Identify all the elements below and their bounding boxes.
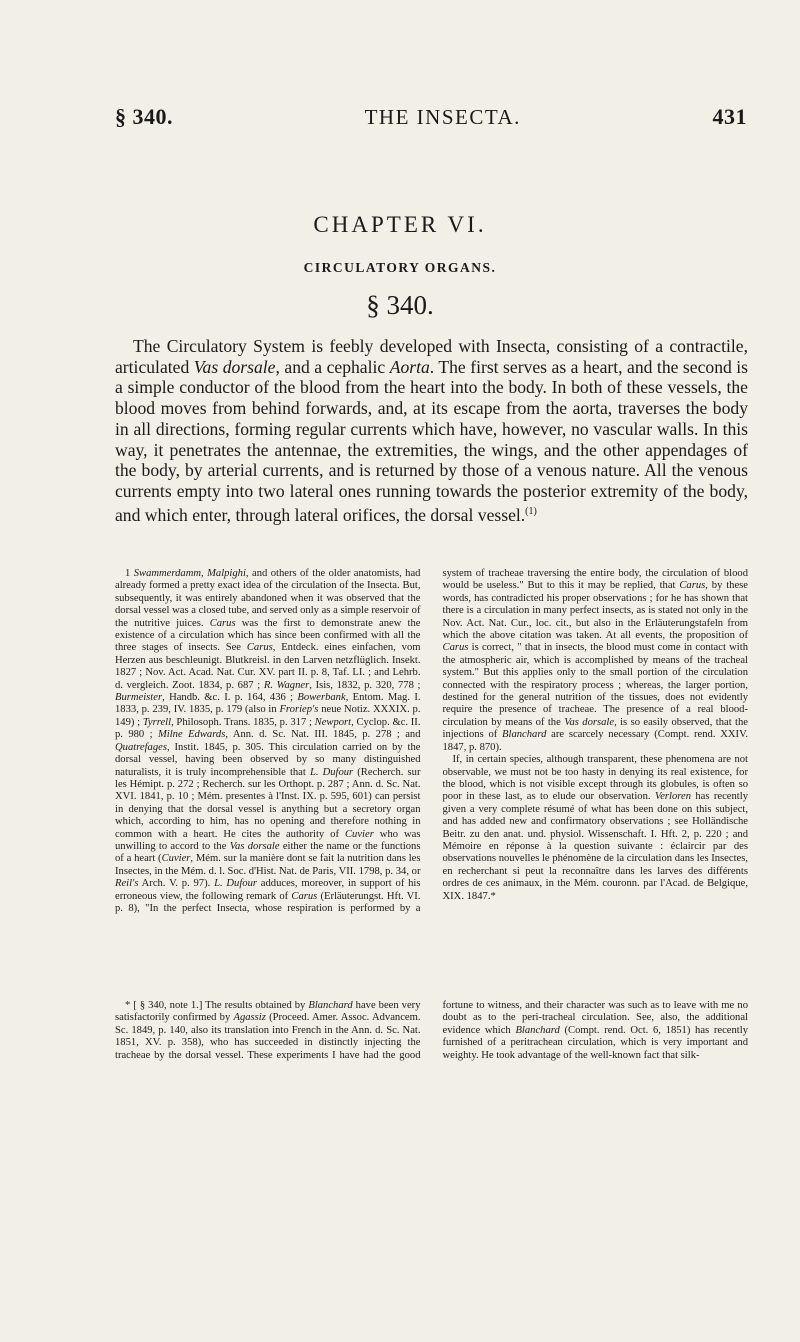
body-paragraph-run: (1): [525, 505, 537, 517]
footnote-1-run: is correct, " that in insects, the blood must come in contact with the atmospheric air, which is accomplished by means of the tracheal system." But this applies only to the small portion of the circulation connected with the respiratory process ; whereas, the larger portion, destined for the general nutrition of the tissues, does not evidently require the presence of tracheae. The presence of a real blood-circulation by means of the: [442, 642, 748, 728]
chapter-subtitle: CIRCULATORY ORGANS.: [303, 260, 497, 275]
footnote-1-run: , Instit. 1845, p. 305. This circulation carried on by the dorsal vessel, having been observed by so many distinguished naturalists, it is truly incomprehensible that: [115, 741, 421, 778]
footnote-1-run: , by these words, has contradicted his proper observations ; for he has shown that there is a circulation in many perfect insects, as is stated not only in the Nov. Act. Nat. Cur., loc. cit., but also in the Erläuterungstafeln from which the above citation was taken. At all events, the proposition of: [442, 580, 748, 642]
footnote-star-run: (Proceed. Amer. Assoc. Advancem. Sc. 1849, p. 140, also its translation into French in the Ann. d. Sc. Nat. 1851, XV. p. 358), who has succeeded in distinctly injecting the tracheae by the dorsal vessel. These experiments I have had the good fortune to witness, and their character was such as to leave with me no doubt as to the peri-tracheal circulation. See, also, the additional evidence which: [115, 1000, 748, 1061]
footnote-1-run: , Entdeck. eines einfachen, vom Herzen aus beschleunigt. Blutkreisl. in den Larven netzflüglich. Insekt. 1827 ; Nov. Act. Acad. Nat. Cur. XV. part II. p. 8, Taf. LI. ; and Lehrb. d. vergleich. Zoot. 1834, p. 687 ;: [115, 642, 421, 691]
footnote-1-run: Carus: [246, 642, 273, 654]
footnote-1-run: neue Notiz. XXXIX. p. 149) ;: [115, 704, 421, 728]
footnote-1-run: Swammerdamm, Malpighi: [133, 568, 246, 579]
footnote-1-run: Quatrefages: [115, 741, 167, 753]
footnote-1-run: Bowerbank: [297, 692, 346, 704]
footnote-1-run: L. Dufour: [214, 878, 258, 890]
body-paragraph-run: The Circulatory System is feebly developed with Insecta, consisting of a contractile, articulated: [115, 336, 748, 377]
body-paragraph-run: Aorta: [389, 356, 430, 377]
footnote-1-run: Arch. V. p. 97).: [138, 878, 215, 890]
footnote-1-run: Tyrrell: [142, 716, 172, 728]
footnote-star-run: Blanchard: [308, 1000, 353, 1011]
footnote-1-run: , Handb. &c. I. p. 164, 436 ;: [162, 692, 298, 704]
section-heading: § 340.: [366, 290, 434, 320]
footnote-1-run: , Isis, 1832, p. 320, 778 ;: [309, 679, 421, 691]
footnote-1-run: Carus: [291, 890, 318, 902]
footnote-1-run: Carus: [679, 580, 706, 592]
body-paragraph-run: . The first serves as a heart, and the second is a simple conductor of the blood from the heart into the body. In both of these vessels, the blood moves from behind forwards, and, at its escape from the aorta, traverses the body in all directions, forming regular currents which have, however, no vascular walls. In this way, it penetrates the antennae, the extremities, the wings, and the other appendages of the body, by arterial currents, and is returned by those of a venous nature. All the venous currents empty into two lateral ones running towards the posterior extremity of the body, and which enter, through lateral orifices, the dorsal vessel.: [115, 356, 749, 525]
footnote-1-run: Vas dorsale: [564, 716, 615, 728]
footnote-1-run: who was unwilling to accord to the: [115, 828, 421, 852]
footnote-1-run: adduces, moreover, in support of his erroneous view, the following remark of: [115, 878, 421, 902]
running-header: [115, 104, 747, 130]
footnote-1-run: was the first to demonstrate anew the existence of a circulation which has since been confirmed with all the three stages of insects. See: [115, 617, 421, 654]
footnote-star-run: Agassiz: [233, 1012, 266, 1024]
footnote-1-run: , Philosoph. Trans. 1835, p. 317 ;: [171, 716, 315, 728]
editor-footnote-block: [115, 1000, 748, 1062]
chapter-title: CHAPTER VI.: [313, 212, 487, 237]
footnote-star-run: * [ § 340, note 1.] The results obtained by: [125, 1000, 309, 1011]
footnote-1-run: (Recherch. sur les Hémipt. p. 272 ; Recherch. sur les Orthopt. p. 287 ; Ann. d. Sc. Nat. XVI. 1841, p. 10 ; Mém. presentes à l'Inst. IX. p. 595, 601) can persist in denying that the dorsal vessel is anything but a secretory organ which, according to him, has no opening and therefore nothing in common with a heart. He cites the authority of: [115, 766, 421, 840]
footnote-star-run: have been very satisfactorily confirmed by: [115, 1000, 421, 1024]
footnote-1-run: either the name or the functions of a heart (: [115, 840, 421, 865]
footnote-1-run: 1: [125, 568, 134, 579]
footnote-1-run: Carus: [209, 617, 236, 629]
footnote-1-run: , Entom. Mag. I. 1833, p. 239, IV. 1835, p. 179 (also in: [115, 692, 421, 716]
footnote-1-run: Cuvier: [344, 828, 374, 840]
body-paragraph-run: Vas dorsale: [193, 356, 276, 377]
footnote-1-run: Vas dorsale: [229, 840, 280, 852]
footnote-star-run: (Compt. rend. Oct. 6, 1851) has recently furnished of a peritrachean circulation, which is very important and weighty. He took advantage of the well-known fact that silk-: [442, 1024, 748, 1061]
footnote-1-run: (Erläuterungst. Hft. VI. p. 8), "In the perfect Insecta, whose respiration is performed by a system of tracheae traversing the entire body, the circulation of blood would be useless." But to this it may be replied, that: [115, 568, 748, 914]
footnotes-block: [115, 568, 748, 915]
footnote-1-run: , Mém. sur la manière dont se fait la nutrition dans les Insectes, in the Mém. d. l. Soc. d'Hist. Nat. de Paris, VII. 1798, p. 34, or: [115, 853, 421, 877]
footnote-1-run: Burmeister: [115, 692, 163, 704]
footnote-1-cont-run: has recently given a very complete résumé of what has been done on this subject, and has added new and confirmatory observations ; see Holländische Beitr. zu den anat. und. physiol. Wissenschaft. I. Hft. 2, p. 220 ; and Mémoire en réponse à la question suivante : éclaircir par des observations nouvelles le phénomène de la circulation dans les Insectes, en recherchant si peut la reconnaître dans les larves des différents ordres de ces animaux, in the Mém. couronn. par l'Acad. de Belgique, XIX. 1847.*: [442, 791, 748, 902]
footnote-1-continuation: [443, 754, 749, 903]
body-paragraph: [115, 336, 748, 525]
body-paragraph-run: , and a cephalic: [275, 356, 390, 377]
running-title: THE INSECTA.: [364, 105, 521, 129]
footnote-1-run: are scarcely necessary (Compt. rend. XXIV. 1847, p. 870).: [442, 729, 749, 753]
footnote-1-run: , Ann. d. Sc. Nat. III. 1845, p. 278 ; and: [225, 729, 421, 741]
footnote-star-run: Blanchard: [515, 1024, 560, 1036]
footnote-1-cont-run: Verloren: [654, 791, 691, 803]
footnote-1-run: Froriep's: [279, 704, 319, 716]
footnote-1-run: , Cyclop. &c. II. p. 980 ;: [115, 716, 421, 741]
footnote-1-run: Cuvier: [161, 853, 191, 865]
footnote-1-run: L. Dufour: [309, 766, 354, 778]
page-number: 431: [712, 104, 747, 129]
footnote-1-run: Blanchard: [502, 729, 547, 741]
footnote-1-run: , and others of the older anatomists, had already formed a pretty exact idea of the circulation of the Insecta. But, subsequently, it was entirely abandoned when it was observed that the dorsal vessel was a closed tube, and served only as a simple reservoir of the nutritive juices.: [115, 568, 421, 629]
footnote-1-run: Newport: [314, 716, 352, 728]
footnote-1-run: R. Wagner: [263, 679, 310, 691]
footnote-1-run: , is so easily observed, that the injections of: [442, 716, 748, 741]
footnote-1-run: Milne Edwards: [157, 729, 226, 741]
footnote-star: [115, 1000, 748, 1062]
header-section-ref: § 340.: [115, 104, 173, 129]
footnote-1-run: Reil's: [115, 878, 139, 890]
footnote-1-run: Carus: [442, 642, 469, 654]
footnote-1-cont-run: If, in certain species, although transparent, these phenomena are not observable, we must not be too hasty in denying its real existence, for the blood, which is not visible except through its globules, is often so poor in these last, as to elude our observation.: [442, 754, 748, 803]
